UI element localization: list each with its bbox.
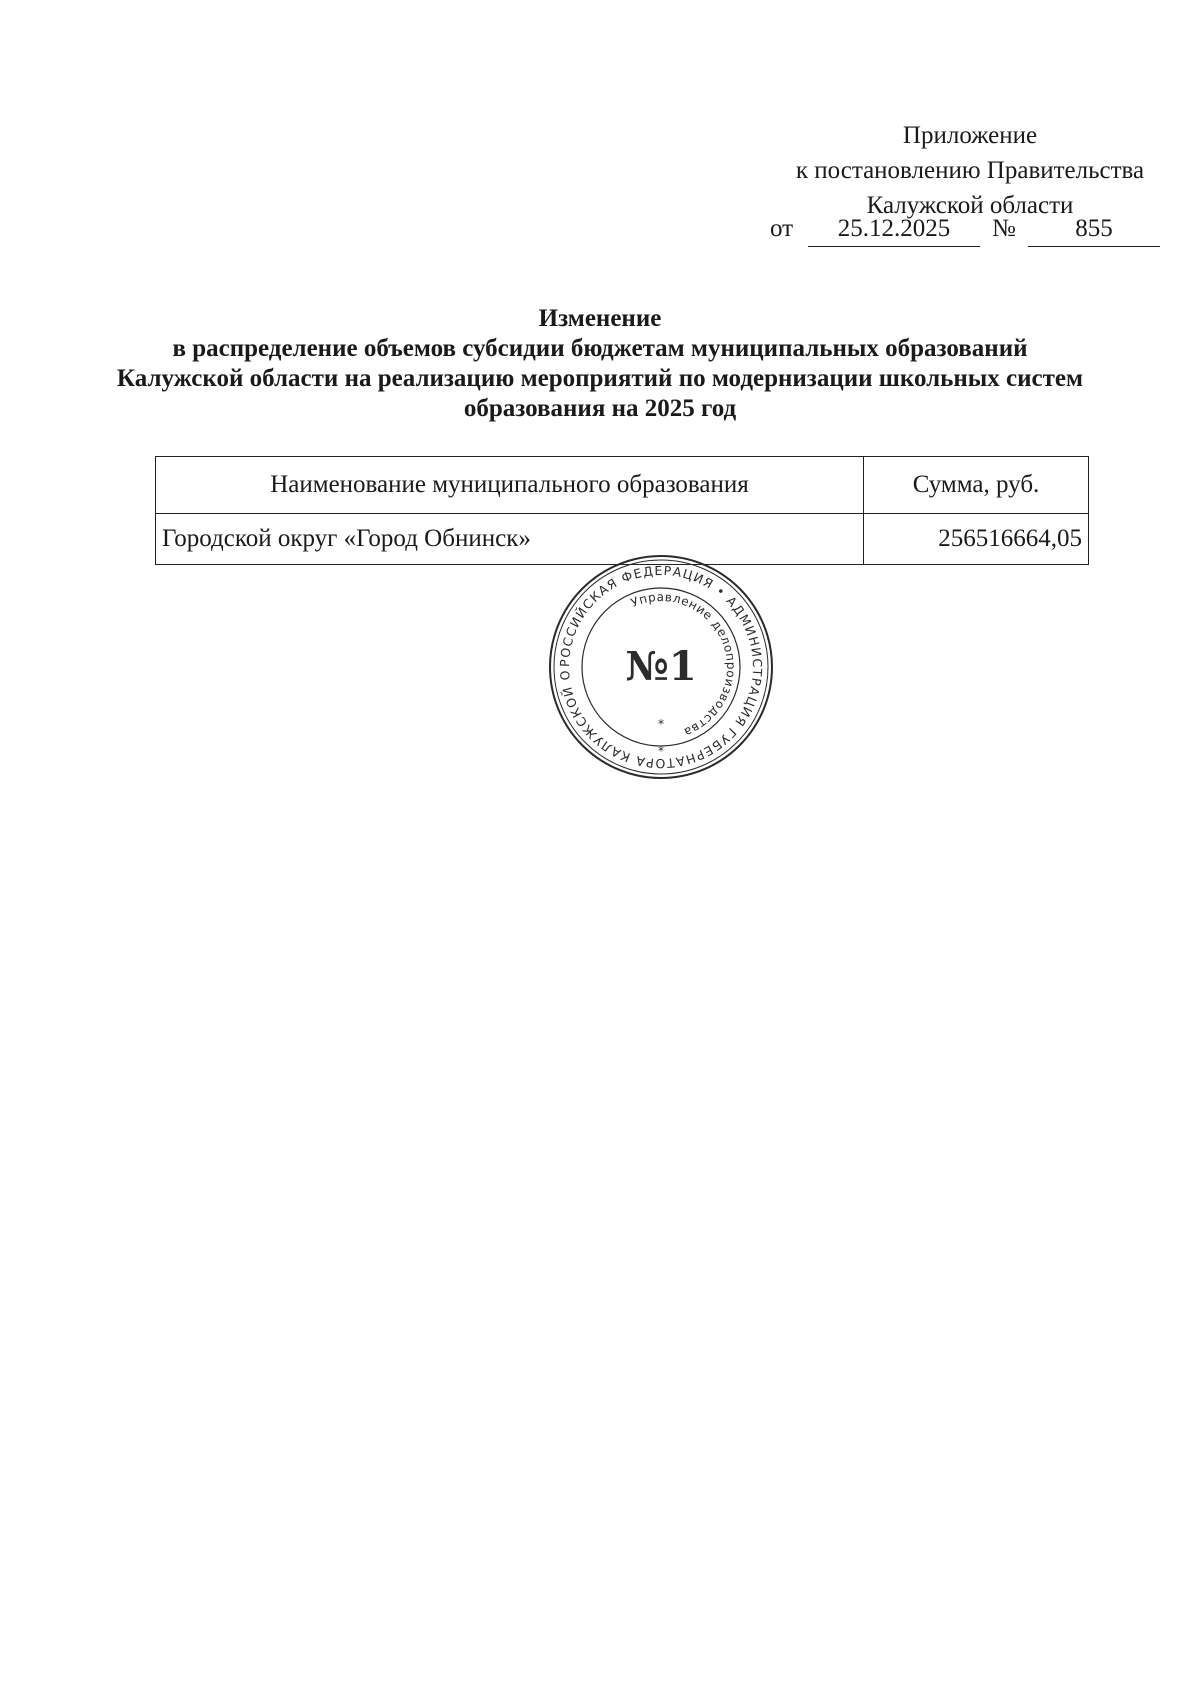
decree-number: 855: [1028, 212, 1160, 247]
title-line-4: образования на 2025 год: [463, 395, 737, 422]
official-seal: [546, 552, 776, 782]
seal-outer-text: РОССИЙСКАЯ ФЕДЕРАЦИЯ • АДМИНИСТРАЦИЯ ГУБЕРНАТОРА КАЛУЖСКОЙ О: [556, 562, 766, 772]
appendix-region: Калужской области: [866, 192, 1074, 219]
decree-date: 25.12.2025: [808, 212, 980, 247]
column-header-sum: Сумма, руб.: [864, 457, 1089, 514]
subsidy-sum: 256516664,05: [864, 514, 1089, 565]
table-header-row: [156, 457, 1089, 514]
date-prefix: от: [770, 215, 794, 242]
allocation-table: [155, 456, 1089, 565]
seal-stamp-image: [546, 552, 776, 782]
seal-star-icon: *: [658, 744, 664, 758]
seal-star-icon: *: [658, 717, 664, 731]
appendix-block: [780, 118, 1160, 223]
title-line-1: Изменение: [538, 305, 662, 332]
column-header-name: Наименование муниципального образования: [156, 457, 864, 514]
title-line-3: Калужской области на реализацию мероприятий по модернизации школьных систем: [116, 365, 1084, 392]
seal-center-number: №1: [625, 643, 697, 690]
appendix-title: Приложение: [902, 122, 1038, 149]
appendix-reference: к постановлению Правительства: [795, 157, 1145, 184]
decree-date-number: [770, 212, 1170, 248]
seal-inner-textpath: Управление делопроизводства: [628, 589, 739, 740]
document-title: [60, 304, 1140, 424]
title-line-2: в распределение объемов субсидии бюджетам муниципальных образований: [172, 335, 1028, 362]
number-sign: №: [992, 215, 1016, 242]
municipality-name: Городской округ «Город Обнинск»: [156, 514, 864, 565]
